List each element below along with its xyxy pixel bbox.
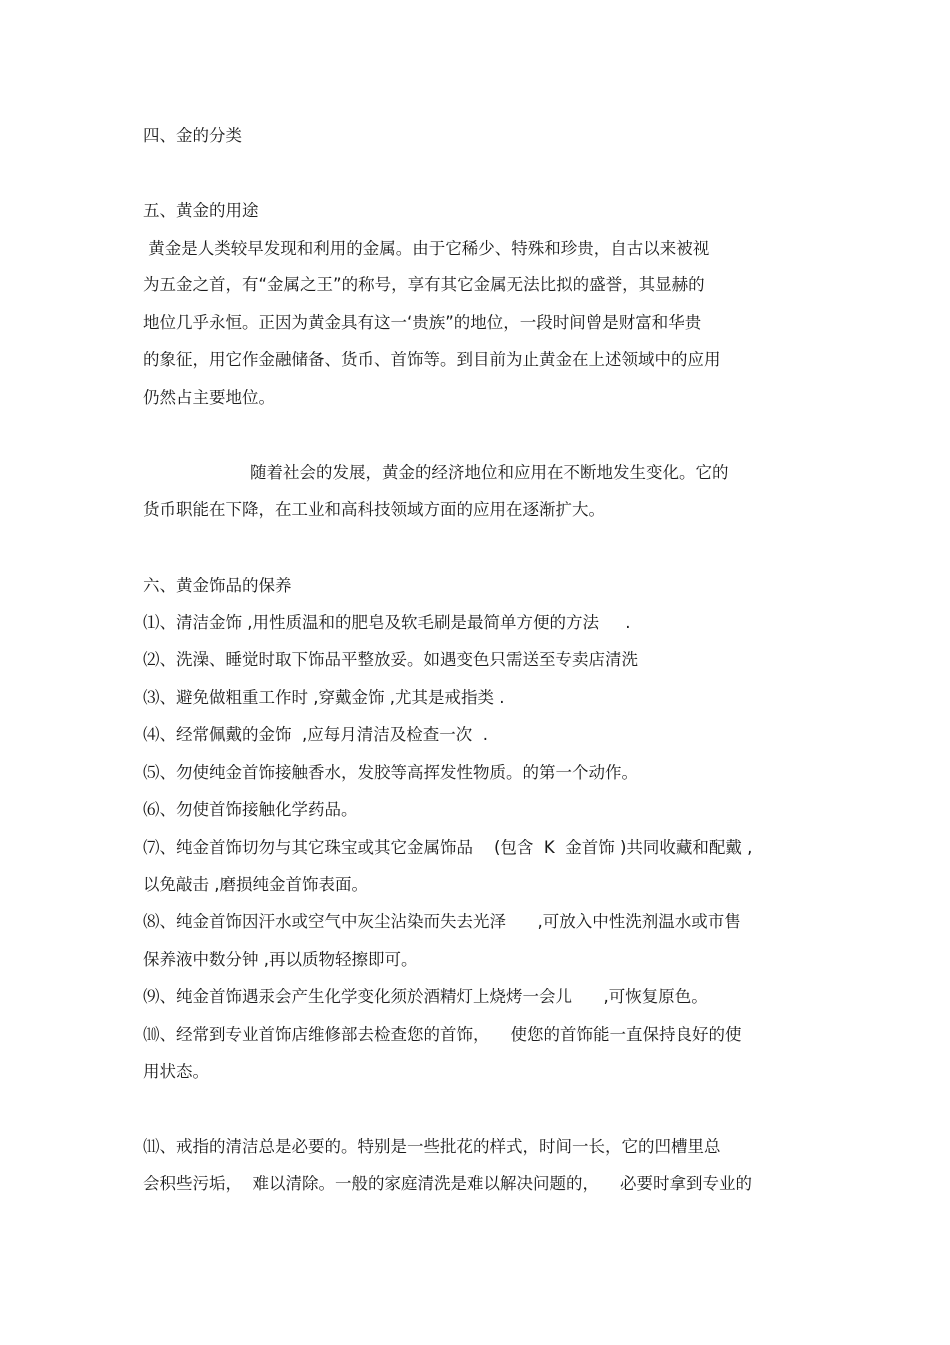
list-item-continuation: 以免敲击 ,磨损纯金首饰表面。	[143, 875, 368, 894]
heading-jewelry-care: 六、黄金饰品的保养	[143, 576, 292, 595]
list-item-continuation: 保养液中数分钟 ,再以质物轻擦即可。	[143, 950, 418, 969]
list-item: ⑸、勿使纯金首饰接触香水，发胶等高挥发性物质。的第一个动作。	[143, 763, 638, 782]
list-item: ⑽、经常到专业首饰店维修部去检查您的首饰， 使您的首饰能一直保持良好的使	[143, 1025, 742, 1044]
paragraph-line: 的象征，用它作金融储备、货币、首饰等。到目前为止黄金在上述领域中的应用	[143, 350, 721, 369]
list-item: ⑾、戒指的清洁总是必要的。特别是一些批花的样式，时间一长，它的凹槽里总	[143, 1137, 721, 1156]
list-item: ⑵、洗澡、睡觉时取下饰品平整放妥。如遇变色只需送至专卖店清洗	[143, 650, 638, 669]
paragraph-line: 仍然占主要地位。	[143, 388, 275, 407]
list-item-continuation: 会积些污垢， 难以清除。一般的家庭清洗是难以解决问题的， 必要时拿到专业的	[143, 1174, 752, 1193]
list-item: ⑹、勿使首饰接触化学药品。	[143, 800, 358, 819]
heading-gold-classification: 四、金的分类	[143, 126, 242, 145]
list-item: ⑺、纯金首饰切勿与其它珠宝或其它金属饰品 (包含 K 金首饰 )共同收藏和配戴 ,	[143, 838, 753, 857]
list-item: ⑷、经常佩戴的金饰 ,应每月清洁及检查一次 .	[143, 725, 488, 744]
list-item-continuation: 用状态。	[143, 1062, 209, 1081]
heading-gold-uses: 五、黄金的用途	[143, 201, 259, 220]
list-item: ⑼、纯金首饰遇汞会产生化学变化须於酒精灯上烧烤一会儿 ,可恢复原色。	[143, 987, 708, 1006]
list-item: ⑴、清洁金饰 ,用性质温和的肥皂及软毛刷是最简单方便的方法 .	[143, 613, 631, 632]
paragraph-line: 随着社会的发展，黄金的经济地位和应用在不断地发生变化。它的	[250, 463, 729, 482]
list-item: ⑶、避免做粗重工作时 ,穿戴金饰 ,尤其是戒指类 .	[143, 688, 505, 707]
list-item: ⑻、纯金首饰因汗水或空气中灰尘沾染而失去光泽 ,可放入中性洗剂温水或市售	[143, 912, 741, 931]
paragraph-line: 黄金是人类较早发现和利用的金属。由于它稀少、特殊和珍贵，自古以来被视	[143, 239, 710, 258]
paragraph-line: 货币职能在下降，在工业和高科技领域方面的应用在逐渐扩大。	[143, 500, 605, 519]
paragraph-line: 为五金之首，有“金属之王”的称号，享有其它金属无法比拟的盛誉，其显赫的	[143, 275, 705, 294]
paragraph-line: 地位几乎永恒。正因为黄金具有这一‘贵族”的地位，一段时间曾是财富和华贵	[143, 313, 702, 332]
